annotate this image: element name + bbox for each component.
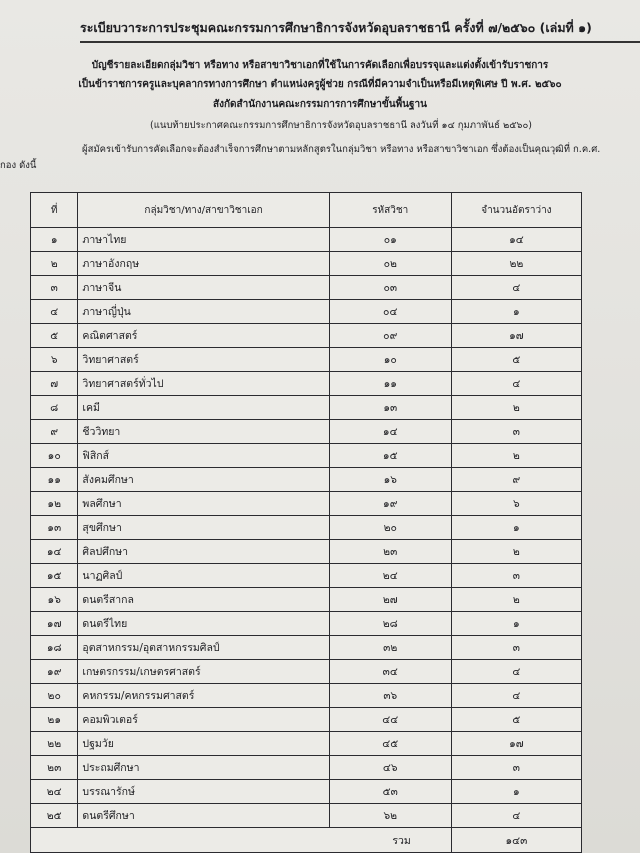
table-row — [31, 756, 582, 780]
row-code: ๑๑ — [329, 372, 451, 396]
row-code: ๐๒ — [329, 252, 451, 276]
row-number: ๑๓ — [31, 516, 78, 540]
row-subject: ปฐมวัย — [78, 732, 329, 756]
table-row — [31, 468, 582, 492]
row-subject: คอมพิวเตอร์ — [78, 708, 329, 732]
row-number: ๑ — [31, 228, 78, 252]
row-number: ๔ — [31, 300, 78, 324]
row-number: ๑๐ — [31, 444, 78, 468]
table-row — [31, 516, 582, 540]
row-code: ๔๖ — [329, 756, 451, 780]
row-subject: ชีววิทยา — [78, 420, 329, 444]
row-number: ๑๗ — [31, 612, 78, 636]
row-vacancies: ๔ — [451, 276, 581, 300]
row-subject: ดนตรีสากล — [78, 588, 329, 612]
table-row — [31, 372, 582, 396]
row-number: ๑๖ — [31, 588, 78, 612]
row-vacancies: ๑๔ — [451, 228, 581, 252]
row-vacancies: ๒ — [451, 588, 581, 612]
row-number: ๑๙ — [31, 660, 78, 684]
row-vacancies: ๓ — [451, 420, 581, 444]
row-vacancies: ๓ — [451, 636, 581, 660]
table-row — [31, 492, 582, 516]
row-code: ๑๓ — [329, 396, 451, 420]
table-row — [31, 780, 582, 804]
row-code: ๑๐ — [329, 348, 451, 372]
table-row — [31, 804, 582, 828]
row-subject: สังคมศึกษา — [78, 468, 329, 492]
table-row — [31, 564, 582, 588]
row-code: ๐๔ — [329, 300, 451, 324]
row-vacancies: ๑ — [451, 780, 581, 804]
row-subject: ดนตรีศึกษา — [78, 804, 329, 828]
qualification-note-continued: กอง ดังนี้ — [0, 160, 37, 171]
row-code: ๑๖ — [329, 468, 451, 492]
row-number: ๑๘ — [31, 636, 78, 660]
qualification-note: ผู้สมัครเข้ารับการคัดเลือกจะต้องสำเร็จการศึกษาตามหลักสูตรในกลุ่มวิชา หรือทาง หรือสาขาวิชาเอก ซึ่งต้องเป็นคุณวุฒิที่ ก.ค.ศ. — [82, 144, 601, 155]
row-vacancies: ๑ — [451, 612, 581, 636]
row-vacancies: ๒ — [451, 444, 581, 468]
table-row — [31, 612, 582, 636]
table-row — [31, 396, 582, 420]
row-vacancies: ๑ — [451, 300, 581, 324]
table-row — [31, 300, 582, 324]
row-code: ๑๙ — [329, 492, 451, 516]
row-code: ๕๓ — [329, 780, 451, 804]
row-vacancies: ๔ — [451, 804, 581, 828]
row-subject: ประถมศึกษา — [78, 756, 329, 780]
table-header-row — [31, 193, 582, 228]
row-vacancies: ๖ — [451, 492, 581, 516]
row-vacancies: ๒๒ — [451, 252, 581, 276]
table-row — [31, 732, 582, 756]
row-subject: สุขศึกษา — [78, 516, 329, 540]
table-row — [31, 252, 582, 276]
table-row — [31, 684, 582, 708]
row-vacancies: ๙ — [451, 468, 581, 492]
row-code: ๐๓ — [329, 276, 451, 300]
row-number: ๗ — [31, 372, 78, 396]
row-vacancies: ๔ — [451, 660, 581, 684]
annex-reference: (แนบท้ายประกาศคณะกรรมการศึกษาธิการจังหวัดอุบลราชธานี ลงวันที่ ๑๔ กุมภาพันธ์ ๒๕๖๐) — [150, 120, 532, 131]
row-code: ๓๖ — [329, 684, 451, 708]
row-number: ๑๕ — [31, 564, 78, 588]
table-row — [31, 660, 582, 684]
row-vacancies: ๕ — [451, 708, 581, 732]
row-number: ๓ — [31, 276, 78, 300]
row-subject: พลศึกษา — [78, 492, 329, 516]
vacancy-table — [30, 192, 582, 853]
row-code: ๐๑ — [329, 228, 451, 252]
row-subject: นาฏศิลป์ — [78, 564, 329, 588]
row-number: ๒ — [31, 252, 78, 276]
table-row — [31, 324, 582, 348]
row-number: ๒๒ — [31, 732, 78, 756]
table-row — [31, 708, 582, 732]
row-vacancies: ๔ — [451, 684, 581, 708]
table-row — [31, 348, 582, 372]
document-title-line-1: บัญชีรายละเอียดกลุ่มวิชา หรือทาง หรือสาขาวิชาเอกที่ใช้ในการคัดเลือกเพื่อบรรจุและแต่งตั้งเข้ารับราชการ — [91, 60, 549, 71]
row-vacancies: ๒ — [451, 540, 581, 564]
row-subject: ศิลปศึกษา — [78, 540, 329, 564]
row-vacancies: ๑๗ — [451, 324, 581, 348]
row-code: ๓๒ — [329, 636, 451, 660]
row-subject: บรรณารักษ์ — [78, 780, 329, 804]
row-subject: วิทยาศาสตร์ — [78, 348, 329, 372]
document-title-line-2: เป็นข้าราชการครูและบุคลากรทางการศึกษา ตำแหน่งครูผู้ช่วย กรณีที่มีความจำเป็นหรือมีเหตุพิเศษ ปี พ.ศ. ๒๕๖๐ — [78, 79, 562, 90]
row-code: ๑๕ — [329, 444, 451, 468]
row-code: ๒๘ — [329, 612, 451, 636]
table-row — [31, 228, 582, 252]
row-vacancies: ๓ — [451, 564, 581, 588]
page-header: ระเบียบวาระการประชุมคณะกรรมการศึกษาธิการจังหวัดอุบลราชธานี ครั้งที่ ๗/๒๕๖๐ (เล่มที่ ๑) — [80, 18, 640, 43]
row-subject: ดนตรีไทย — [78, 612, 329, 636]
row-subject: ภาษาญี่ปุ่น — [78, 300, 329, 324]
row-subject: วิทยาศาสตร์ทั่วไป — [78, 372, 329, 396]
table-row — [31, 636, 582, 660]
total-value: ๑๔๓ — [451, 828, 581, 853]
row-subject: ฟิสิกส์ — [78, 444, 329, 468]
row-number: ๘ — [31, 396, 78, 420]
row-vacancies: ๑ — [451, 516, 581, 540]
row-subject: คหกรรม/คหกรรมศาสตร์ — [78, 684, 329, 708]
row-number: ๑๑ — [31, 468, 78, 492]
table-row — [31, 540, 582, 564]
row-code: ๒๐ — [329, 516, 451, 540]
row-code: ๐๙ — [329, 324, 451, 348]
row-number: ๙ — [31, 420, 78, 444]
row-code: ๑๔ — [329, 420, 451, 444]
row-number: ๒๑ — [31, 708, 78, 732]
row-subject: เคมี — [78, 396, 329, 420]
row-number: ๕ — [31, 324, 78, 348]
row-vacancies: ๑๗ — [451, 732, 581, 756]
table-row — [31, 420, 582, 444]
table-total-row — [31, 828, 582, 853]
document-title-line-3: สังกัดสำนักงานคณะกรรมการการศึกษาขั้นพื้นฐาน — [213, 99, 427, 110]
row-code: ๒๗ — [329, 588, 451, 612]
row-code: ๔๕ — [329, 732, 451, 756]
header-subject: กลุ่มวิชา/ทาง/สาขาวิชาเอก — [78, 193, 329, 228]
row-subject: อุตสาหกรรม/อุตสาหกรรมศิลป์ — [78, 636, 329, 660]
header-code: รหัสวิชา — [329, 193, 451, 228]
header-number: ที่ — [31, 193, 78, 228]
row-code: ๒๔ — [329, 564, 451, 588]
table-row — [31, 444, 582, 468]
row-code: ๓๔ — [329, 660, 451, 684]
row-vacancies: ๔ — [451, 372, 581, 396]
row-subject: คณิตศาสตร์ — [78, 324, 329, 348]
header-vacancies: จำนวนอัตราว่าง — [451, 193, 581, 228]
table-row — [31, 588, 582, 612]
row-code: ๒๓ — [329, 540, 451, 564]
row-vacancies: ๒ — [451, 396, 581, 420]
row-subject: ภาษาอังกฤษ — [78, 252, 329, 276]
row-code: ๔๔ — [329, 708, 451, 732]
row-number: ๒๓ — [31, 756, 78, 780]
row-number: ๒๔ — [31, 780, 78, 804]
row-subject: ภาษาไทย — [78, 228, 329, 252]
row-subject: ภาษาจีน — [78, 276, 329, 300]
row-number: ๑๒ — [31, 492, 78, 516]
table-row — [31, 276, 582, 300]
row-number: ๑๔ — [31, 540, 78, 564]
row-vacancies: ๕ — [451, 348, 581, 372]
row-number: ๒๐ — [31, 684, 78, 708]
total-label: รวม — [31, 828, 452, 853]
row-code: ๖๒ — [329, 804, 451, 828]
row-number: ๖ — [31, 348, 78, 372]
row-subject: เกษตรกรรม/เกษตรศาสตร์ — [78, 660, 329, 684]
row-number: ๒๕ — [31, 804, 78, 828]
row-vacancies: ๓ — [451, 756, 581, 780]
